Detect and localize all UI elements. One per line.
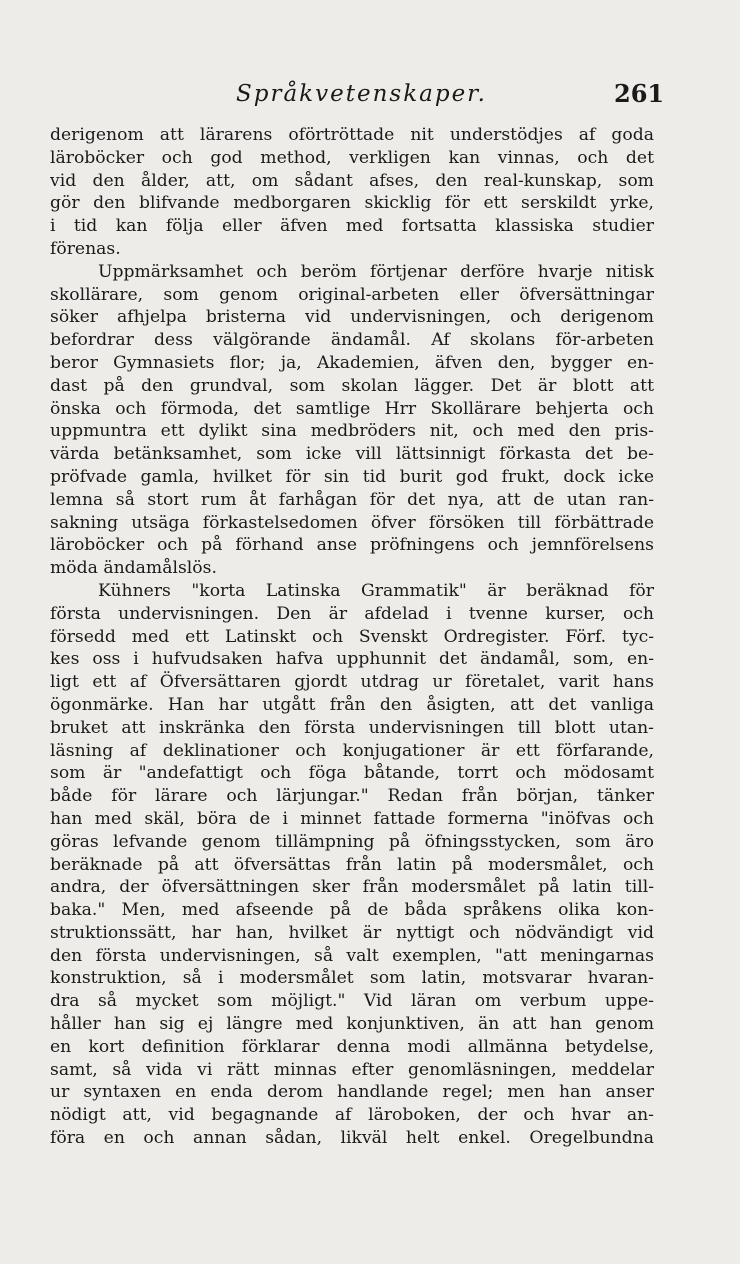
text-line: möda ändamålslös.	[50, 558, 217, 579]
text-line: förenas.	[50, 238, 121, 259]
text-line: kes oss i hufvudsaken hafva upphunnit det ändamål, som, en-	[50, 649, 654, 670]
text-line: göras lefvande genom tillämpning på öfningsstycken, som äro	[50, 831, 654, 852]
text-line: befordrar dess välgörande ändamål. Af skolans för-arbeten	[50, 330, 654, 351]
text-line: ur syntaxen en enda derom handlande regel; men han anser	[50, 1082, 654, 1103]
text-line: första undervisningen. Den är afdelad i tvenne kurser, och	[50, 603, 654, 624]
page-number: 261	[614, 79, 665, 108]
text-line: bruket att inskränka den första undervisningen till blott utan-	[50, 717, 654, 738]
text-line: baka." Men, med afseende på de båda språkens olika kon-	[50, 900, 654, 921]
text-line: beror Gymnasiets flor; ja, Akademien, äfven den, bygger en-	[50, 352, 654, 373]
text-line: läroböcker och på förhand anse pröfningens och jemnförelsens	[50, 535, 654, 556]
text-line: beräknade på att öfversättas från latin på modersmålet, och	[50, 854, 654, 875]
text-line: samt, så vida vi rätt minnas efter genomläsningen, meddelar	[50, 1059, 654, 1080]
text-line: andra, der öfversättningen sker från modersmålet på latin till-	[50, 877, 654, 898]
paragraph-start-line: Uppmärksamhet och beröm förtjenar derföre hvarje nitisk	[98, 261, 654, 282]
text-line: nödigt att, vid begagnande af läroboken, der och hvar an-	[50, 1105, 654, 1126]
text-line: som är "andefattigt och föga båtande, torrt och mödosamt	[50, 763, 654, 784]
text-line: gör den blifvande medborgaren skicklig för ett serskildt yrke,	[50, 193, 654, 214]
text-line: i tid kan följa eller äfven med fortsatta klassiska studier	[50, 216, 654, 237]
text-line: dast på den grundval, som skolan lägger. Det är blott att	[50, 375, 654, 396]
running-title: Språkvetenskaper.	[236, 81, 487, 107]
text-line: skollärare, som genom original-arbeten eller öfversättningar	[50, 284, 654, 305]
text-line: föra en och annan sådan, likväl helt enkel. Oregelbundna	[50, 1128, 654, 1149]
text-line: ligt ett af Öfversättaren gjordt utdrag ur företalet, varit hans	[50, 672, 654, 693]
text-line: uppmuntra ett dylikt sina medbröders nit, och med den pris-	[50, 421, 654, 442]
text-line: den första undervisningen, så valt exemplen, "att meningarnas	[50, 945, 654, 966]
paragraph-start-line: Kühners "korta Latinska Grammatik" är beräknad för	[98, 580, 654, 601]
text-line: läroböcker och god method, verkligen kan vinnas, och det	[50, 147, 654, 168]
body-text	[50, 124, 654, 1150]
text-line: konstruktion, så i modersmålet som latin, motsvarar hvaran-	[50, 968, 654, 989]
text-line: derigenom att lärarens oförtröttade nit understödjes af goda	[50, 125, 654, 145]
text-line: pröfvade gamla, hvilket för sin tid burit god frukt, dock icke	[50, 466, 654, 487]
text-line: läsning af deklinationer och konjugationer är ett förfarande,	[50, 740, 654, 761]
page-header	[0, 76, 740, 112]
text-line: ögonmärke. Han har utgått från den åsigten, att det vanliga	[50, 694, 654, 715]
text-line: försedd med ett Latinskt och Svenskt Ordregister. Förf. tyc-	[50, 626, 654, 647]
text-line: han med skäl, böra de i minnet fattade formerna "inöfvas och	[50, 808, 654, 829]
text-line: en kort definition förklarar denna modi allmänna betydelse,	[50, 1036, 654, 1057]
text-line: struktionssätt, har han, hvilket är nyttigt och nödvändigt vid	[50, 922, 654, 943]
text-line: söker afhjelpa bristerna vid undervisningen, och derigenom	[50, 307, 654, 328]
text-line: både för lärare och lärjungar." Redan från början, tänker	[50, 786, 654, 807]
text-line: lemna så stort rum åt farhågan för det nya, att de utan ran-	[50, 489, 654, 510]
text-line: önska och förmoda, det samtlige Hrr Skollärare behjerta och	[50, 398, 654, 419]
text-line: sakning utsäga förkastelsedomen öfver försöken till förbättrade	[50, 512, 654, 533]
text-line: håller han sig ej längre med konjunktiven, än att han genom	[50, 1014, 654, 1035]
text-line: vid den ålder, att, om sådant afses, den real-kunskap, som	[50, 170, 654, 191]
text-line: värda betänksamhet, som icke vill lättsinnigt förkasta det be-	[50, 444, 654, 465]
text-line: dra så mycket som möjligt." Vid läran om verbum uppe-	[50, 991, 654, 1012]
